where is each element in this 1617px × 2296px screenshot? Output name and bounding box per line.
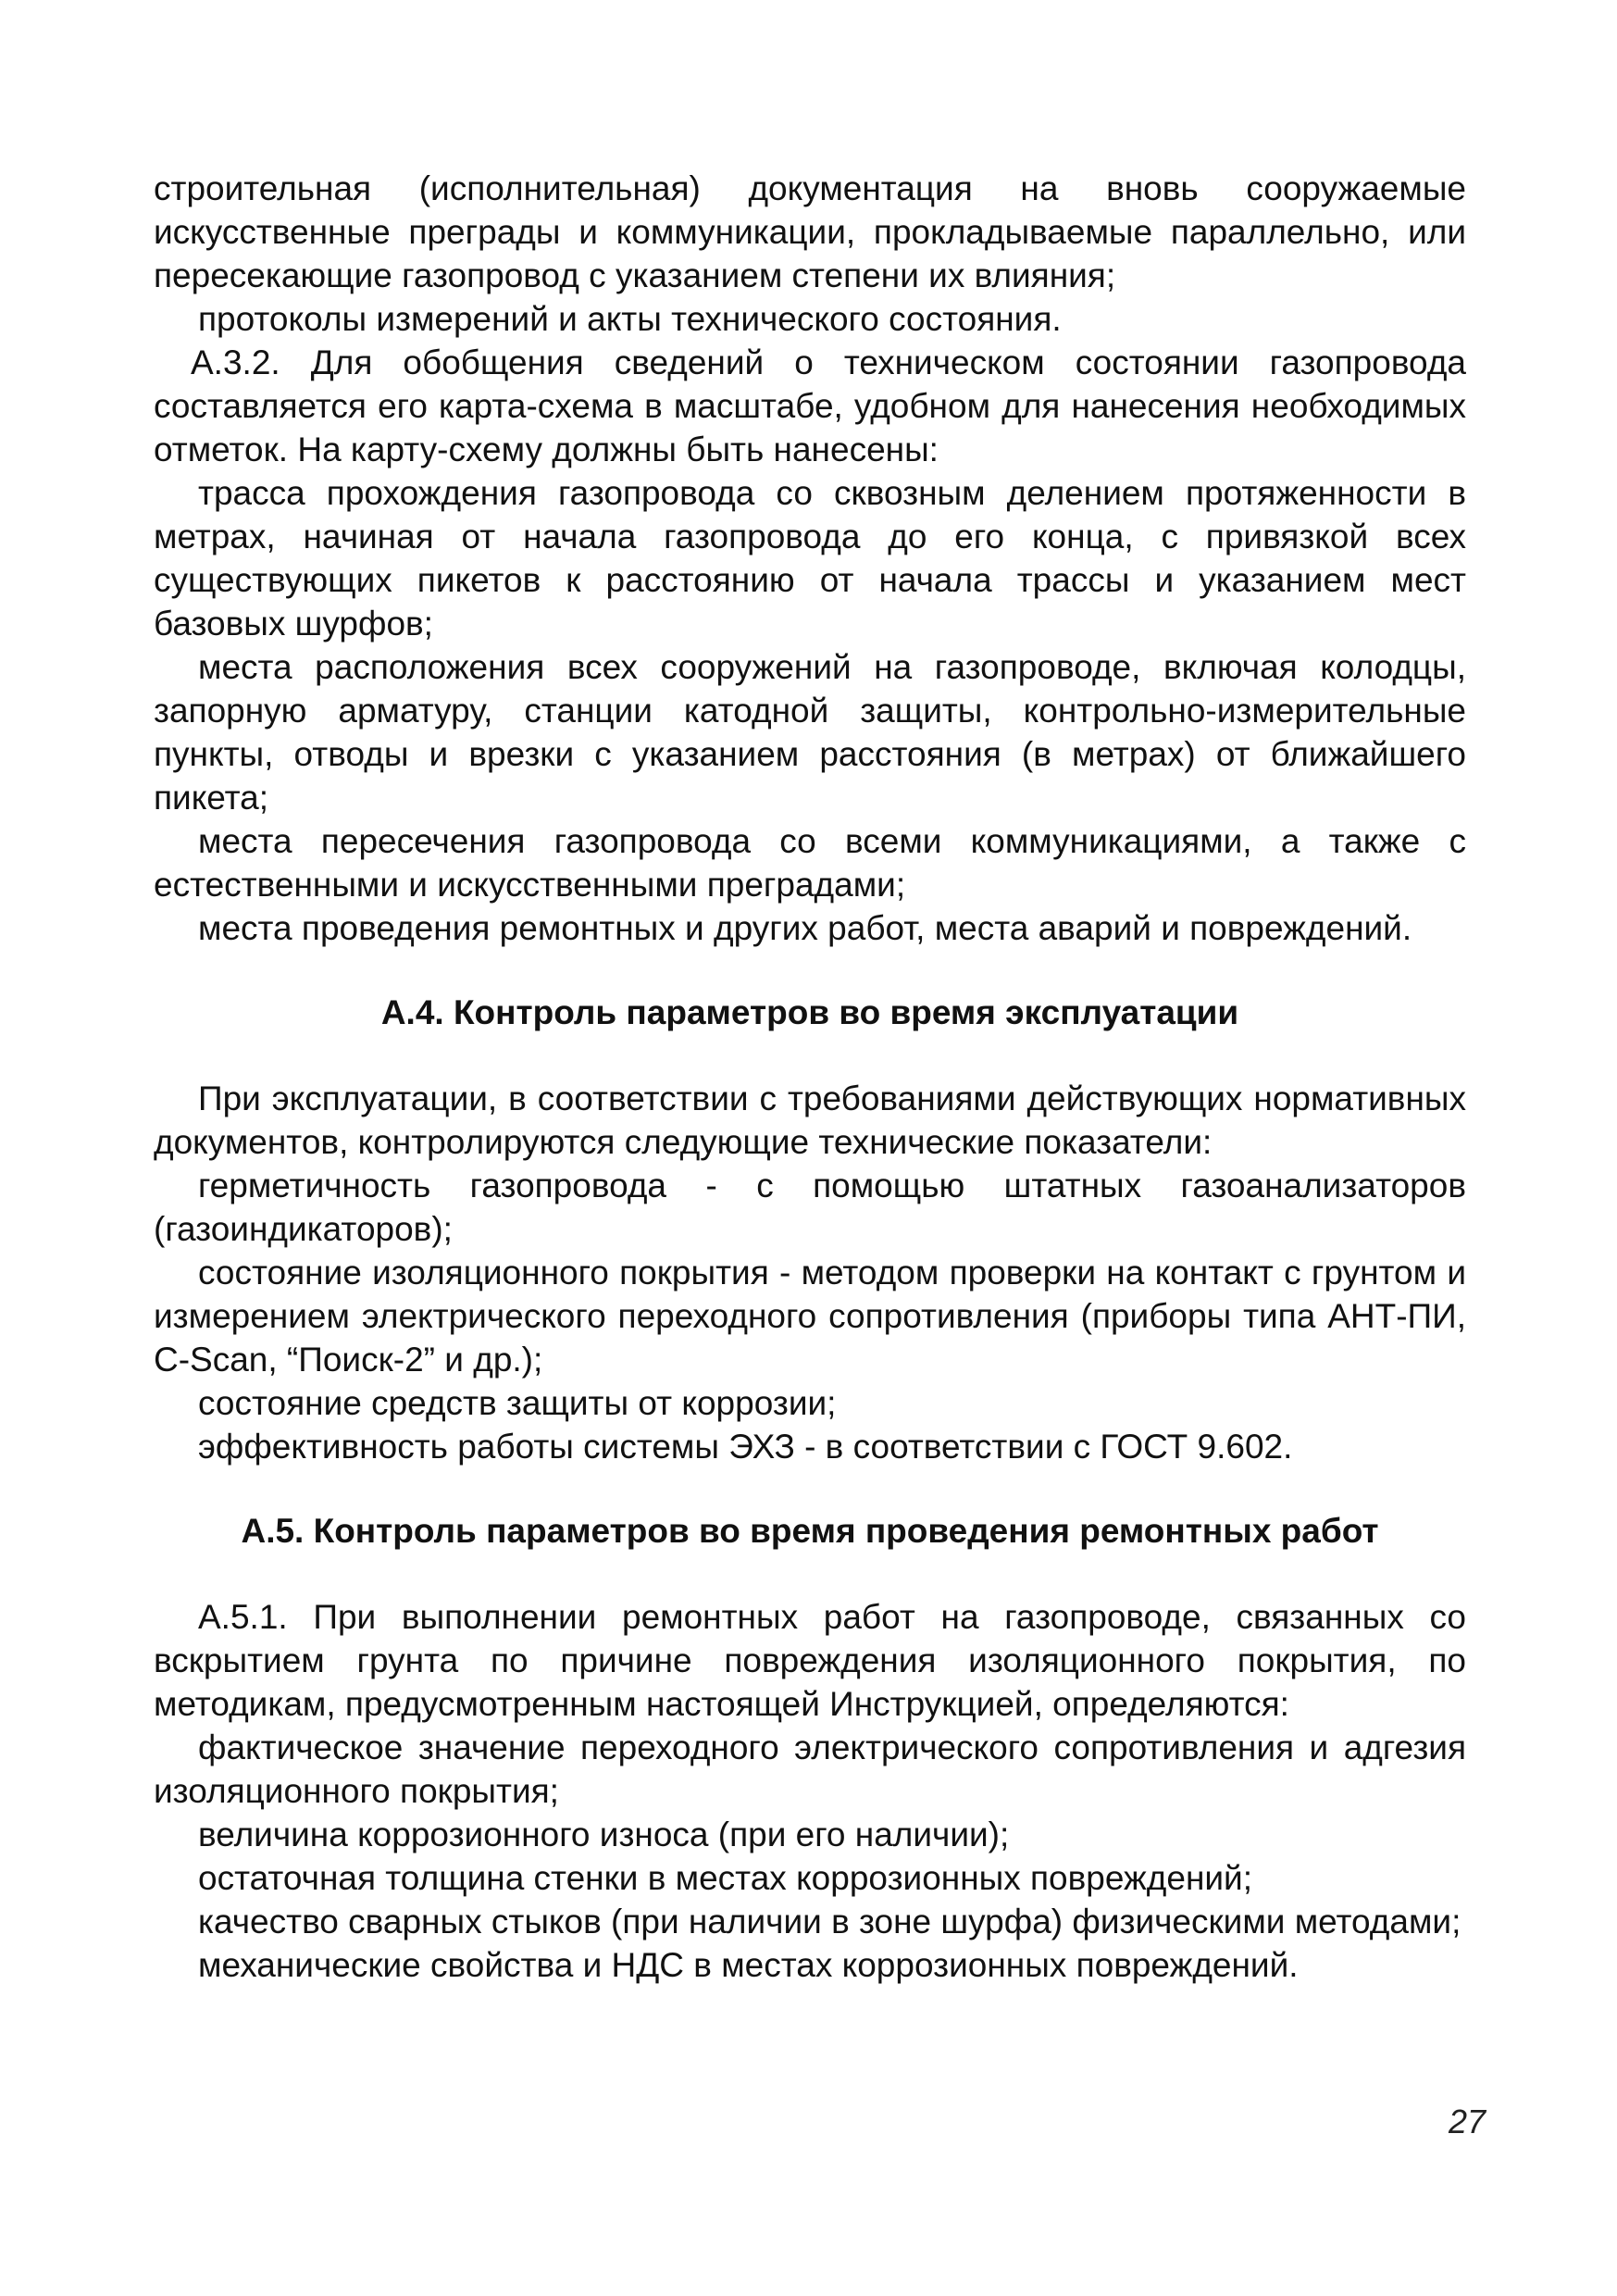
paragraph-resistance-adhesion: фактическое значение переходного электрического сопротивления и адгезия изоляционного покрытия; bbox=[154, 1728, 1466, 1810]
spacer bbox=[154, 1553, 1466, 1595]
spacer bbox=[154, 1468, 1466, 1509]
paragraph-corrosion-wear: величина коррозионного износа (при его наличии); bbox=[198, 1816, 1010, 1853]
paragraph-structures: места расположения всех сооружений на газопроводе, включая колодцы, запорную арматуру, станции катодной защиты, контрольно-измерительные пункты, отводы и врезки с указанием расстояния (в метрах) от ближайшего пикета; bbox=[154, 648, 1466, 817]
paragraph-protocols: протоколы измерений и акты технического состояния. bbox=[198, 300, 1062, 338]
spacer bbox=[154, 1034, 1466, 1077]
page-content bbox=[154, 167, 1466, 1987]
page-number: 27 bbox=[1448, 2103, 1486, 2140]
paragraph-corrosion-protection: состояние средств защиты от коррозии; bbox=[198, 1384, 837, 1422]
paragraph-tightness: герметичность газопровода - с помощью штатных газоанализаторов (газоиндикаторов); bbox=[154, 1167, 1466, 1248]
paragraph-a-3-2: А.3.2. Для обобщения сведений о техническом состоянии газопровода составляется его карта-схема в масштабе, удобном для нанесения необходимых отметок. На карту-схему должны быть нанесены: bbox=[154, 343, 1466, 468]
paragraph-operation-intro: При эксплуатации, в соответствии с требованиями действующих нормативных документов, контролируются следующие технические показатели: bbox=[154, 1079, 1466, 1161]
section-heading-a5: А.5. Контроль параметров во время проведения ремонтных работ bbox=[241, 1512, 1379, 1550]
spacer bbox=[154, 950, 1466, 991]
section-heading-a4: А.4. Контроль параметров во время эксплуатации bbox=[380, 993, 1239, 1031]
paragraph-wall-thickness: остаточная толщина стенки в местах коррозионных повреждений; bbox=[198, 1859, 1252, 1897]
paragraph-insulation-state: состояние изоляционного покрытия - методом проверки на контакт с грунтом и измерением электрического переходного сопротивления (приборы типа АНТ-ПИ, C-Scan, “Поиск-2” и др.); bbox=[154, 1254, 1466, 1379]
paragraph-repair-sites: места проведения ремонтных и других работ, места аварий и повреждений. bbox=[198, 909, 1412, 947]
paragraph-a-5-1: А.5.1. При выполнении ремонтных работ на газопроводе, связанных со вскрытием грунта по причине повреждения изоляционного покрытия, по методикам, предусмотренным настоящей Инструкцией, определяются: bbox=[154, 1598, 1466, 1723]
paragraph-crossings: места пересечения газопровода со всеми коммуникациями, а также с естественными и искусственными преградами; bbox=[154, 822, 1466, 904]
paragraph-weld-quality: качество сварных стыков (при наличии в зоне шурфа) физическими методами; bbox=[198, 1903, 1462, 1940]
paragraph-mechanical-properties: механические свойства и НДС в местах коррозионных повреждений. bbox=[198, 1946, 1299, 1984]
paragraph-ekhz-efficiency: эффективность работы системы ЭХЗ - в соответствии с ГОСТ 9.602. bbox=[198, 1428, 1293, 1466]
paragraph-construction-docs: строительная (исполнительная) документация на вновь сооружаемые искусственные преграды и коммуникации, прокладываемые параллельно, или пересекающие газопровод с указанием степени их влияния; bbox=[154, 169, 1466, 294]
paragraph-route: трасса прохождения газопровода со сквозным делением протяженности в метрах, начиная от начала газопровода до его конца, с привязкой всех существующих пикетов к расстоянию от начала трассы и указанием мест базовых шурфов; bbox=[154, 474, 1466, 643]
